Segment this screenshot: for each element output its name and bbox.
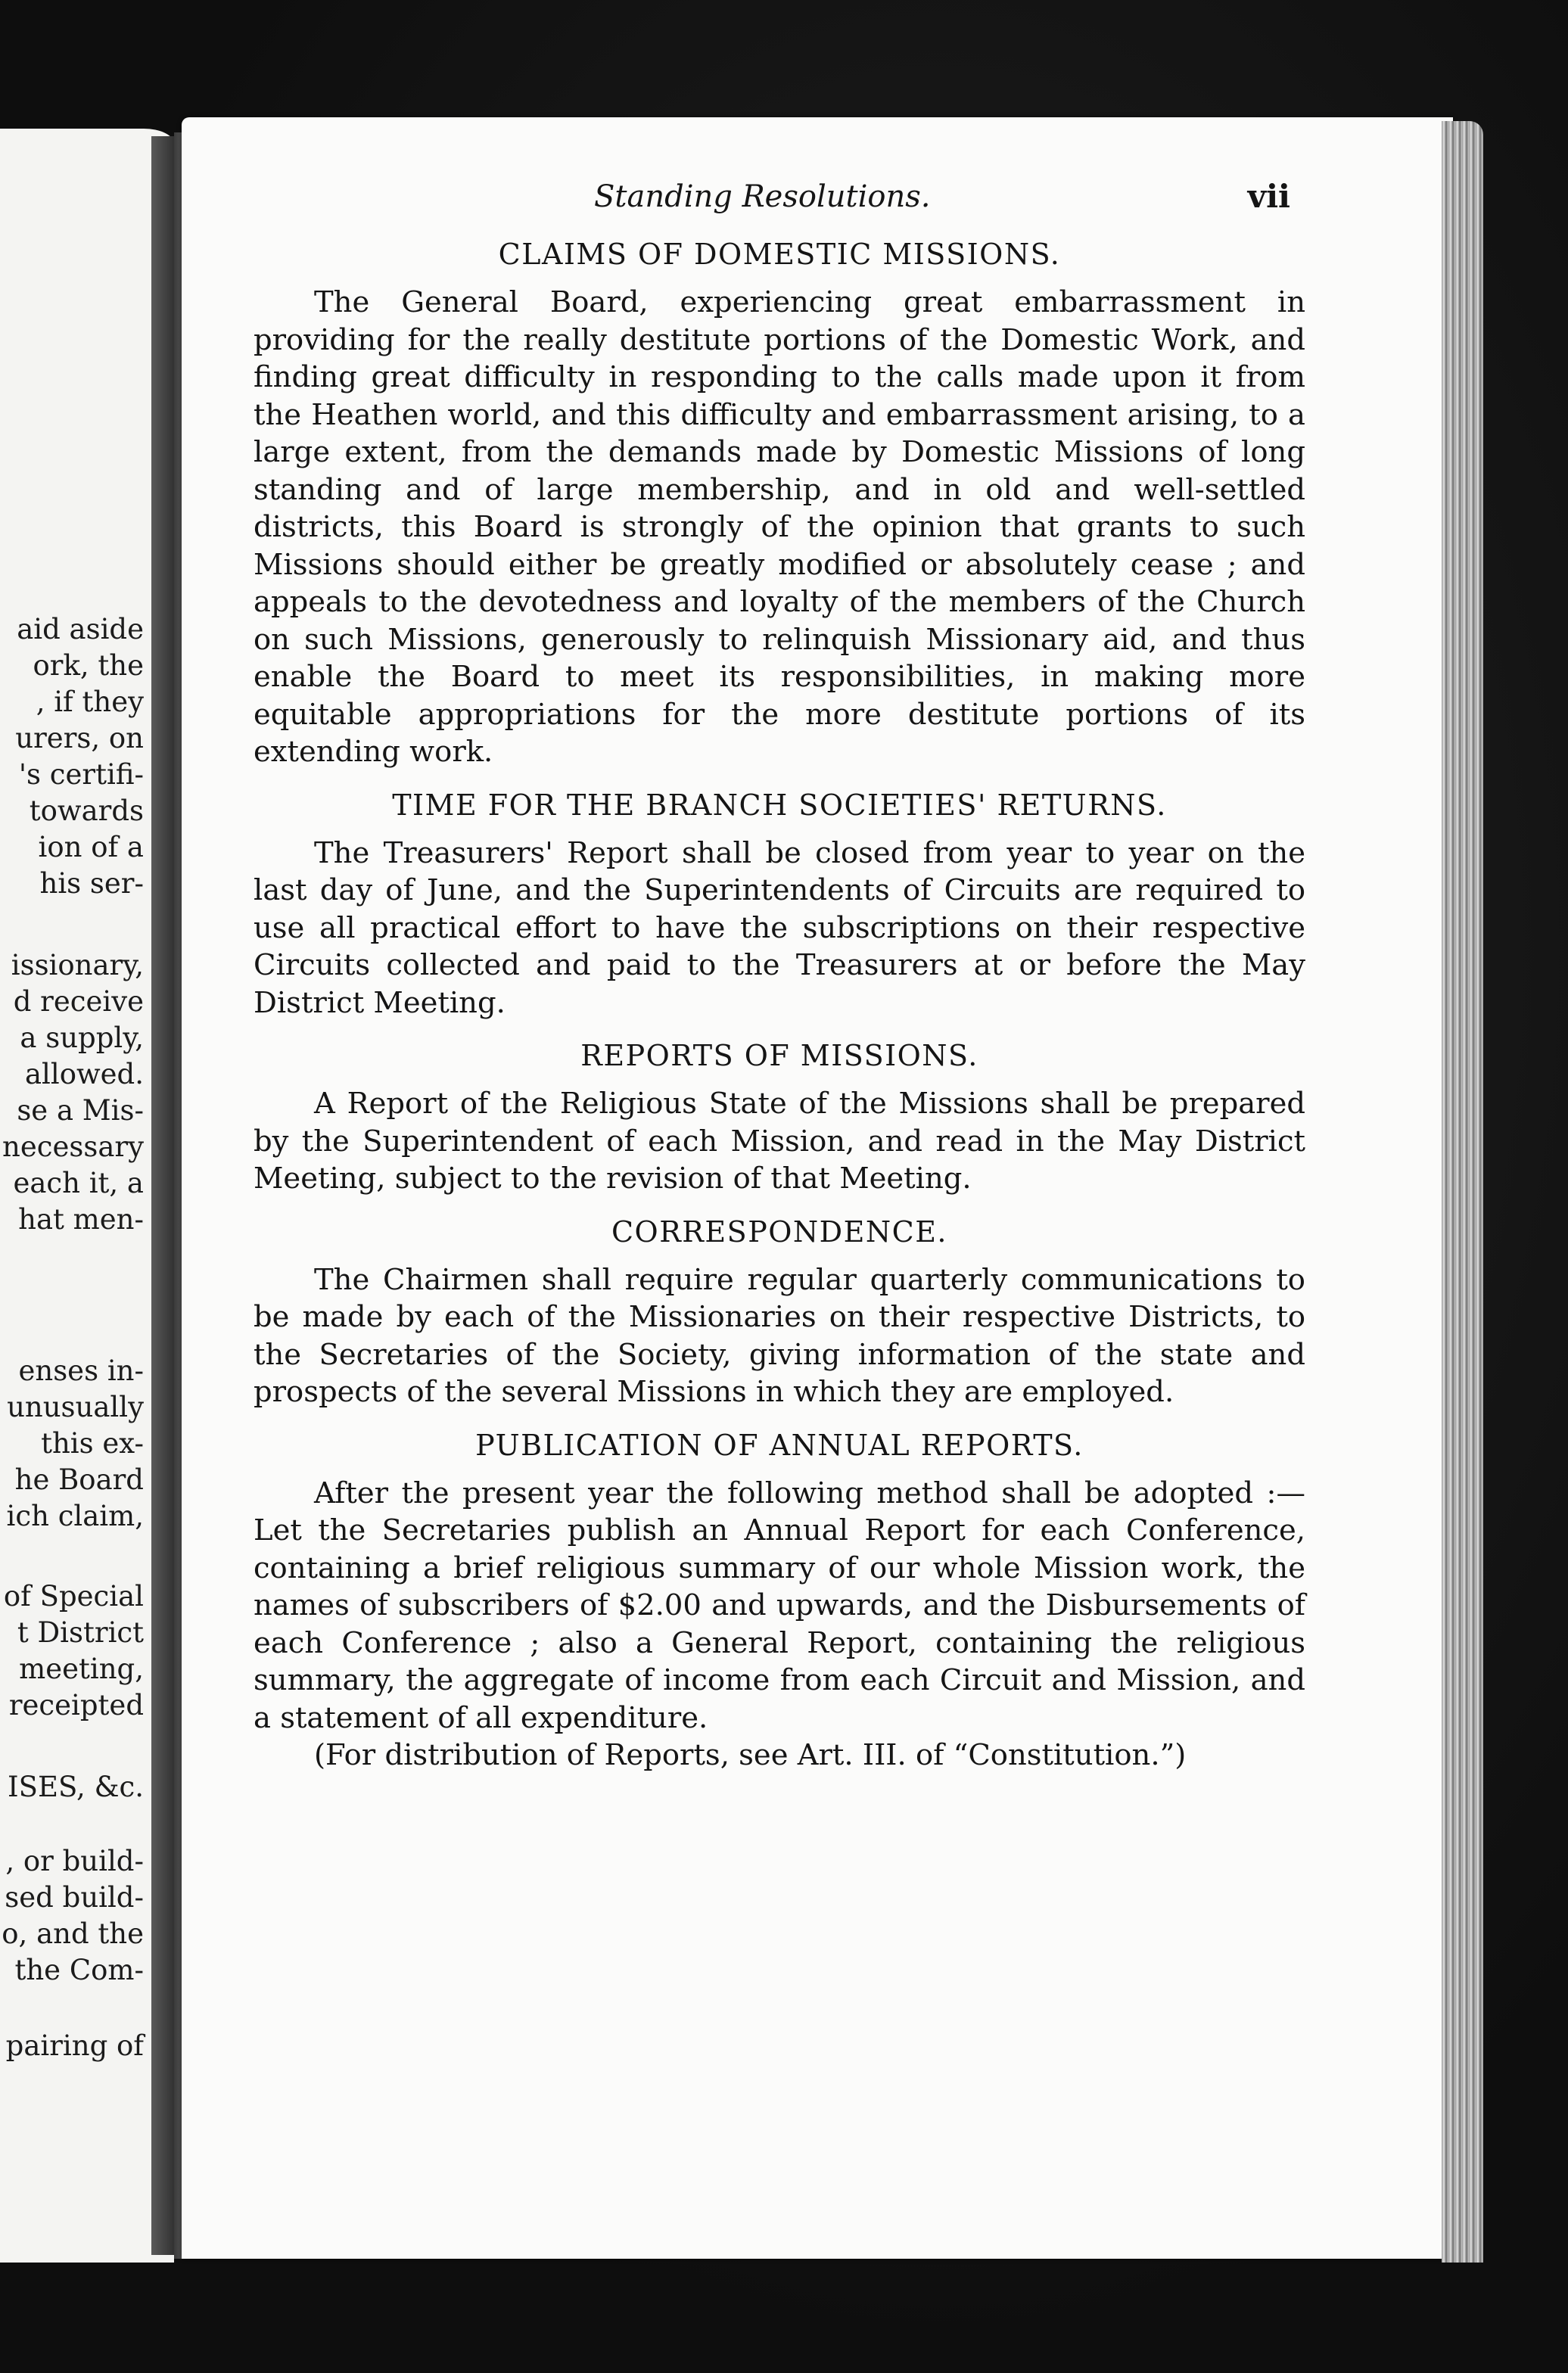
left-facing-page [0, 129, 174, 2263]
left-page-line: ich claim, [6, 1500, 144, 1532]
page-text [254, 170, 1305, 1774]
left-page-line: a supply, [20, 1022, 144, 1054]
section-heading: PUBLICATION OF ANNUAL REPORTS. [475, 1428, 1084, 1462]
section-paragraph: The Treasurers' Report shall be closed from year to year on the last day of June, and the Superintendents of Circuits are required to use all practical effort to have the subscriptions on their respective Circuits collected and paid to the Treasurers at or before the May District Meeting. [254, 835, 1305, 1020]
section-annual-reports [254, 1426, 1305, 1774]
left-page-line: he Board [14, 1463, 144, 1496]
left-page-line: pairing of [5, 2029, 144, 2062]
left-page-line: ISES, &c. [8, 1771, 144, 1803]
left-page-line: unusually [7, 1391, 144, 1423]
section-heading: CLAIMS OF DOMESTIC MISSIONS. [498, 238, 1061, 271]
running-head-title: Standing Resolutions. [594, 179, 931, 214]
left-page-line: 's certifi- [18, 758, 144, 791]
left-page-line: each it, a [13, 1167, 144, 1199]
section-paragraph: A Report of the Religious State of the Missions shall be prepared by the Superintendent of each Mission, and read in the May District Meeting, subject to the revision of that Meeting. [254, 1087, 1305, 1196]
left-page-line: o, and the [2, 1917, 144, 1950]
left-page-line: t District [17, 1616, 144, 1649]
left-page-line: sed build- [5, 1881, 144, 1914]
left-page-line: this ex- [41, 1427, 144, 1460]
section-heading: REPORTS OF MISSIONS. [580, 1039, 978, 1072]
distribution-note: (For distribution of Reports, see Art. III. of “Constitution.”) [314, 1738, 1187, 1772]
left-page-line: meeting, [19, 1653, 144, 1685]
left-page-line: ion of a [38, 831, 144, 863]
left-page-line: se a Mis- [17, 1094, 144, 1127]
left-page-line: receipted [8, 1689, 144, 1721]
left-page-line: d receive [13, 985, 144, 1018]
left-page-line: the Com- [14, 1954, 144, 1986]
left-page-line: aid aside [17, 613, 144, 645]
left-page-line: , if they [36, 686, 144, 718]
left-page-line: urers, on [15, 722, 144, 754]
left-page-line: towards [29, 795, 144, 827]
left-page-line: allowed. [24, 1058, 144, 1090]
left-page-line: his ser- [39, 867, 144, 900]
section-domestic-missions [254, 235, 1305, 771]
left-page-line: enses in- [18, 1354, 144, 1387]
section-correspondence [254, 1213, 1305, 1411]
left-page-line: hat men- [18, 1203, 144, 1236]
page-edges [1442, 121, 1483, 2263]
left-page-line: , or build- [5, 1845, 144, 1877]
running-head [254, 170, 1305, 216]
section-heading: TIME FOR THE BRANCH SOCIETIES' RETURNS. [392, 788, 1167, 822]
left-page-line: ork, the [33, 649, 144, 682]
section-heading: CORRESPONDENCE. [611, 1214, 948, 1249]
section-reports-of-missions [254, 1037, 1305, 1198]
page-number: vii [1247, 178, 1290, 215]
section-paragraph: The Chairmen shall require regular quarterly communications to be made by each of the Missionaries on their respective Districts, to the Secretaries of the Society, giving information of the state and prospects of the several Missions in which they are employed. [254, 1262, 1305, 1409]
left-page-line: necessary [2, 1131, 144, 1163]
section-paragraph: The General Board, experiencing great embarrassment in providing for the really destitute portions of the Domestic Work, and finding great difficulty in responding to the calls made upon it from the Heathen world, and this difficulty and embarrassment arising, to a large extent, from the demands made by Domestic Missions of long standing and of large membership, and in old and well-settled districts, this Board is strongly of the opinion that grants to such Missions should either be greatly modified or absolutely cease ; and appeals to the devotedness and loyalty of the members of the Church on such Missions, generously to relinquish Missionary aid, and thus enable the Board to meet its responsibilities, in making more equitable appropriations for the more destitute portions of its extending work. [254, 285, 1305, 769]
section-branch-returns [254, 786, 1305, 1022]
left-page-line: of Special [3, 1580, 144, 1613]
section-paragraph: After the present year the following method shall be adopted :— Let the Secretaries publish an Annual Report for each Conference, containing a brief religious summary of our whole Mission work, the names of subscribers of $2.00 and upwards, and the Disbursements of each Conference ; also a General Report, containing the religious summary, the aggregate of income from each Circuit and Mission, and a statement of all expenditure. [254, 1476, 1305, 1735]
left-page-line: issionary, [11, 949, 144, 981]
